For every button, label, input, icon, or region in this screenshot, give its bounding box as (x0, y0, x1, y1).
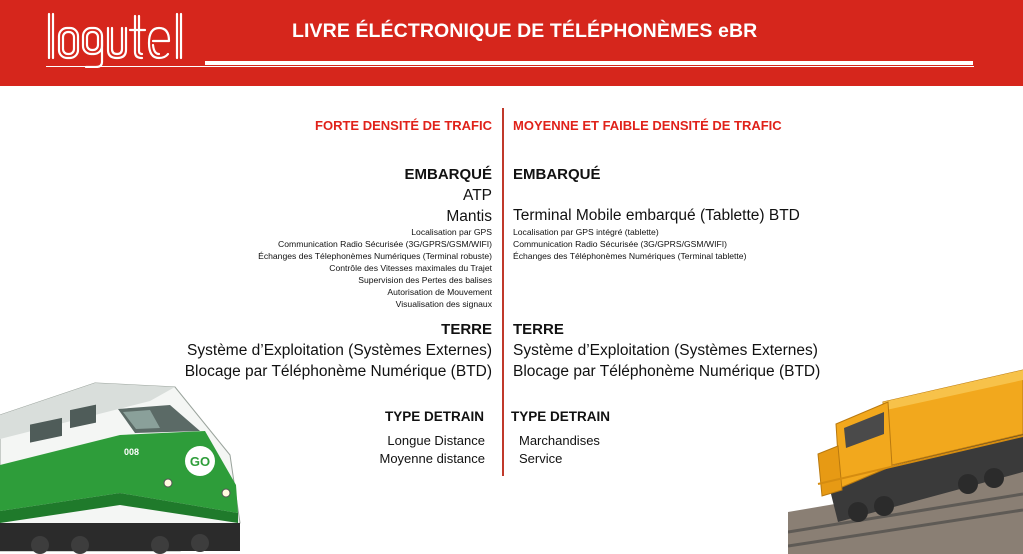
header-underline-thin (46, 66, 974, 67)
right-detail-item: Échanges des Téléphonèmes Numériques (Terminal tablette) (513, 251, 747, 261)
left-detail-item: Visualisation des signaux (395, 299, 492, 309)
page-title: LIVRE ÉLÉCTRONIQUE DE TÉLÉPHONÈMES eBR (292, 20, 758, 42)
left-detail-item: Contrôle des Vitesses maximales du Trajet (329, 263, 492, 273)
locomotive-number: 008 (124, 447, 140, 457)
left-onboard-systems (446, 186, 492, 227)
logutel-logo (46, 10, 198, 68)
left-detail-item: Communication Radio Sécurisée (3G/GPRS/GSM/WIFI) (278, 239, 492, 249)
left-train-type-list (379, 432, 485, 467)
right-detail-item: Communication Radio Sécurisée (3G/GPRS/GSM/WIFI) (513, 239, 727, 249)
right-ground-line: Blocage par Téléphonème Numérique (BTD) (513, 362, 821, 380)
left-ground-heading: TERRE (441, 321, 492, 338)
right-ground-heading: TERRE (513, 321, 564, 338)
right-train-type-list (519, 432, 600, 467)
right-ground-lines (513, 341, 820, 382)
left-detail-item: Échanges des Télephonèmes Numériques (Terminal robuste) (258, 251, 492, 261)
right-subheading: MOYENNE ET FAIBLE DENSITÉ DE TRAFIC (513, 118, 782, 133)
right-onboard-details (513, 226, 746, 262)
column-divider (502, 108, 504, 476)
left-detail-item: Autorisation de Mouvement (387, 287, 492, 297)
left-ground-line: Blocage par Téléphonème Numérique (BTD) (184, 362, 492, 380)
left-train-type-heading: TYPE DETRAIN (384, 409, 484, 424)
left-onboard-details (258, 226, 492, 310)
header-underline (205, 61, 973, 65)
left-ground-line: Système d’Exploitation (Systèmes Externes) (187, 342, 492, 359)
right-train-type-heading: TYPE DETRAIN (511, 409, 611, 424)
left-onboard-line: Mantis (446, 207, 492, 225)
passenger-locomotive-image (0, 373, 246, 554)
right-onboard-heading: EMBARQUÉ (513, 166, 601, 183)
right-onboard-line: Terminal Mobile embarqué (Tablette) BTD (513, 207, 800, 224)
freight-locomotive-image (788, 362, 1023, 554)
svg-text:GO: GO (189, 454, 211, 469)
right-onboard-systems (513, 206, 800, 227)
left-train-type-item: Moyenne distance (379, 450, 485, 466)
right-train-type-item: Service (519, 450, 563, 466)
left-subheading: FORTE DENSITÉ DE TRAFIC (315, 118, 492, 133)
left-detail-item: Supervision des Pertes des balises (358, 275, 492, 285)
left-train-type-item: Longue Distance (387, 433, 485, 448)
header-banner (0, 0, 1023, 86)
left-onboard-heading: EMBARQUÉ (404, 166, 492, 183)
right-ground-line: Système d’Exploitation (Systèmes Externes) (513, 342, 818, 359)
right-detail-item: Localisation par GPS intégré (tablette) (513, 227, 659, 237)
left-detail-item: Localisation par GPS (411, 227, 492, 237)
left-onboard-line: ATP (463, 187, 492, 204)
right-train-type-item: Marchandises (519, 433, 600, 448)
